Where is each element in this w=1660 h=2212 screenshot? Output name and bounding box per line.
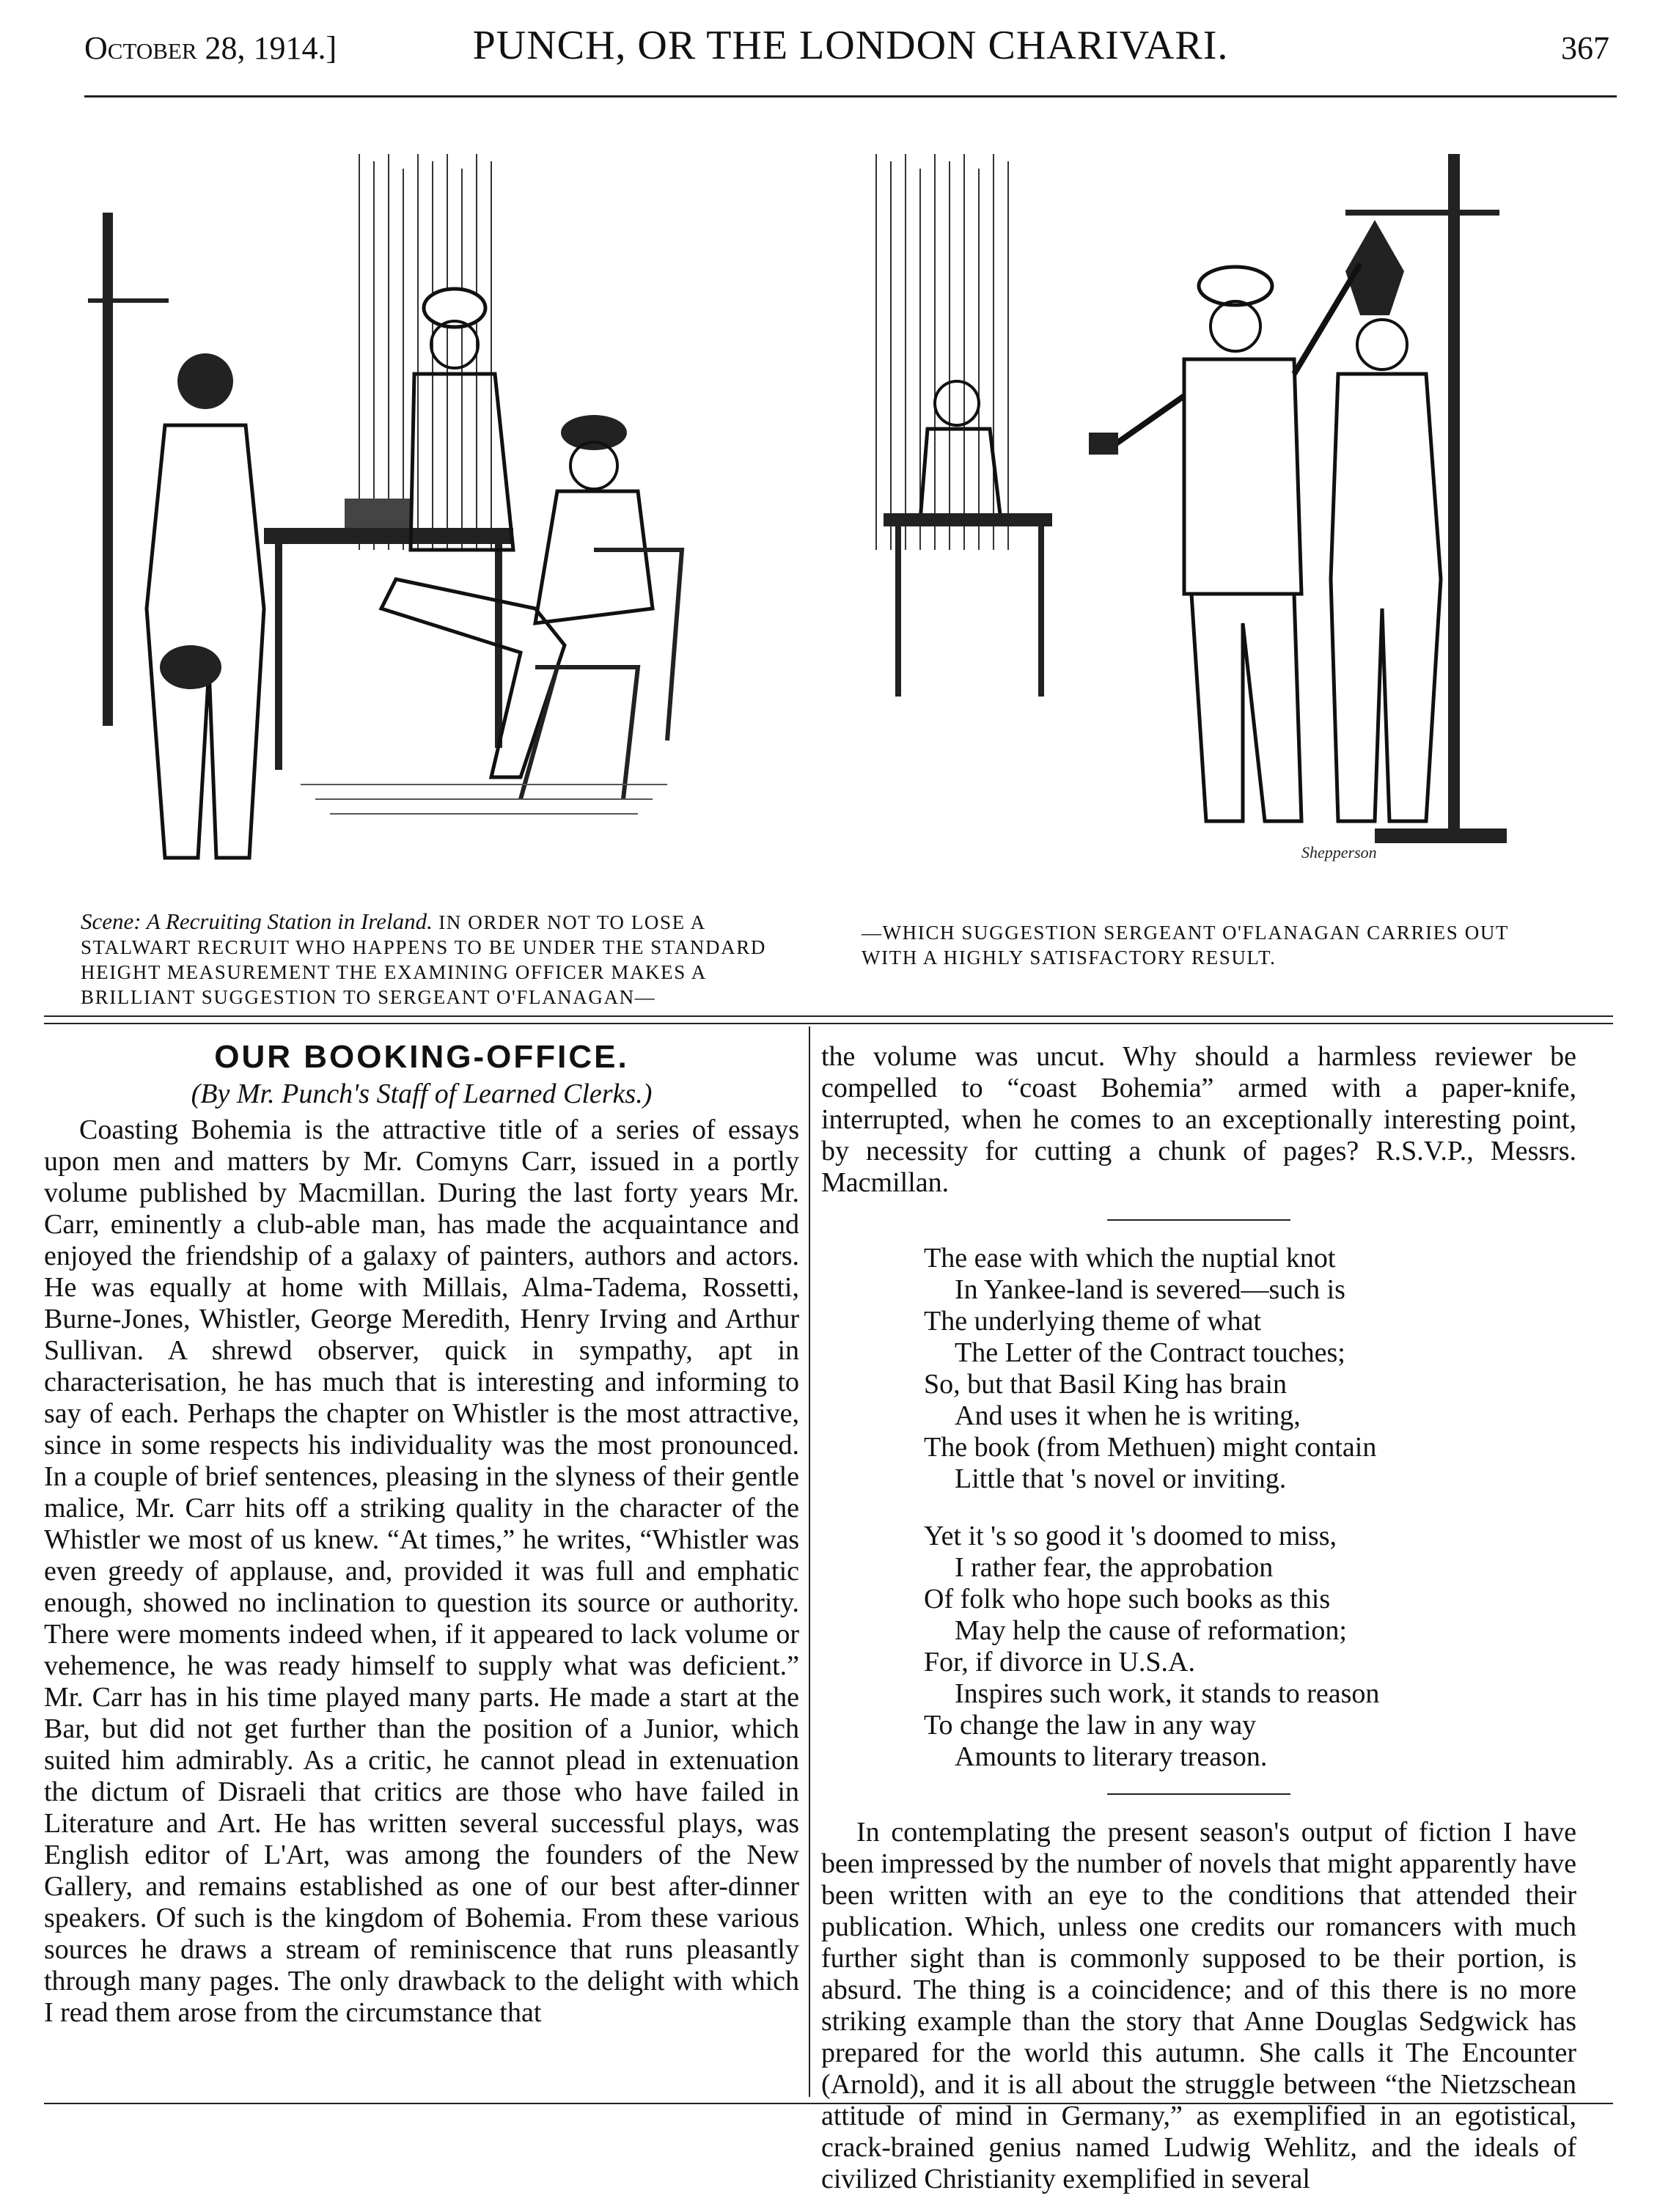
section-separator: [44, 1015, 1613, 1017]
poem-line: In Yankee-land is severed—such is: [955, 1274, 1345, 1305]
poem-line: Amounts to literary treason.: [955, 1741, 1268, 1772]
poem-line: Of folk who hope such books as this: [924, 1584, 1331, 1614]
paragraph-continued: the volume was uncut. Why should a harmless reviewer be compelled to “coast Bohemia” armed with a paper-knife, interrupted, when he comes to an exceptionally interesting point, by necessity for cutting a chunk of pages? R.S.V.P., Messrs. Macmillan.: [821, 1041, 1576, 1198]
column-divider: [809, 1026, 810, 2097]
stanza-gap: [924, 1495, 1576, 1521]
poem-line: May help the cause of reformation;: [955, 1615, 1347, 1646]
paragraph-fiction: In contemplating the present season's output of fiction I have been impressed by the number of novels that might apparently have been written with an eye to the conditions that attended their publication. Which, unless one credits our romancers with much further sight than is commonly supposed to be their portion, is absurd. The thing is a coincidence; and of this there is no more striking example than the story that Anne Douglas Sedgwick has prepared for the world this autumn. She calls it The Encounter (Arnold), and it is all about the struggle between “the Nietzschean attitude of mind in Germany,” as exemplified in an egotistical, crack-brained genius named Ludwig Wehlitz, and the ideals of civilized Christianity exemplified in several: [821, 1817, 1576, 2194]
header-rule: [84, 95, 1617, 98]
poem-line: Yet it 's so good it 's doomed to miss,: [924, 1521, 1337, 1551]
poem-line: So, but that Basil King has brain: [924, 1369, 1288, 1400]
poem: [924, 1243, 1576, 1773]
poem-line: Little that 's novel or inviting.: [955, 1463, 1287, 1494]
article-title: OUR BOOKING-OFFICE.: [214, 1039, 629, 1075]
caption-scene: Scene: A Recruiting Station in Ireland.: [81, 908, 433, 934]
page-number: 367: [1561, 30, 1609, 66]
poem-line: The book (from Methuen) might contain: [924, 1432, 1377, 1463]
artist-signature: Shepperson: [1301, 843, 1377, 861]
poem-line: I rather fear, the approbation: [955, 1552, 1274, 1583]
cartoon-right-caption: —WHICH SUGGESTION SERGEANT O'FLANAGAN CARRIES OUT WITH A HIGHLY SATISFACTORY RESULT.: [862, 922, 1509, 969]
article-column-right: [821, 1041, 1576, 2195]
cartoon-left: [81, 139, 785, 880]
section-separator-2: [44, 1023, 1613, 1024]
cartoon-right-drawing: [862, 139, 1565, 872]
article-byline: (By Mr. Punch's Staff of Learned Clerks.): [191, 1079, 653, 1109]
caption-text: IN ORDER NOT TO LOSE A STALWART RECRUIT WHO HAPPENS TO BE UNDER THE STANDARD HEIGHT MEASUREMENT THE EXAMINING OFFICER MAKES A BRILLIANT SUGGESTION TO SERGEANT O'FLANAGAN—: [81, 911, 766, 1008]
poem-line: And uses it when he is writing,: [955, 1400, 1301, 1431]
poem-line: The Letter of the Contract touches;: [955, 1337, 1345, 1368]
paragraph-coasting-bohemia: Coasting Bohemia is the attractive title of a series of essays upon men and matters by Mr. Comyns Carr, issued in a portly volume published by Macmillan. During the last forty years Mr. Carr, eminently a club-able man, has made the acquaintance and enjoyed the friendship of a galaxy of painters, authors and actors. He was equally at home with Millais, Alma-Tadema, Rossetti, Burne-Jones, Whistler, George Meredith, Henry Irving and Arthur Sullivan. A shrewd observer, quick in sympathy, apt in characterisation, he has much that is interesting and informing to say of each. Perhaps the chapter on Whistler is the most attractive, since in some respects his individuality was the most pronounced. In a couple of brief sentences, pleasing in the slyness of their gentle malice, Mr. Carr hits off a striking quality in the character of the Whistler we most of us knew. “At times,” he writes, “Whistler was even greedy of applause, and, provided it was full and emphatic enough, showed no inclination to question its source or authority. There were moments indeed when, if it appeared to lack volume or vehemence, he was ready himself to supply what was deficient.” Mr. Carr has in his time played many parts. He made a start at the Bar, but did not get further than the position of a Junior, which suited him admirably. As a critic, he cannot plead in extenuation the dictum of Disraeli that critics are those who have failed in Literature and Art. He has written several successful plays, was English editor of L'Art, was among the founders of the New Gallery, and remains established as one of our best after-dinner speakers. Of such is the kingdom of Bohemia. From these various sources he draws a stream of reminiscence that runs pleasantly through many pages. The only drawback to the delight with which I read them arose from the circumstance that: [44, 1114, 799, 2028]
poem-line: The underlying theme of what: [924, 1306, 1262, 1337]
cartoon-left-drawing: [81, 139, 785, 880]
page-header: [84, 22, 1617, 88]
poem-line: Inspires such work, it stands to reason: [955, 1678, 1380, 1709]
issue-date: October 28, 1914.]: [84, 30, 337, 66]
masthead-title: PUNCH, OR THE LONDON CHARIVARI.: [472, 23, 1229, 68]
section-rule-1: [1107, 1219, 1290, 1221]
article-column-left: [44, 1041, 799, 2029]
cartoon-right: [862, 139, 1565, 872]
poem-line: To change the law in any way: [924, 1710, 1257, 1741]
cartoon-left-caption: [81, 909, 785, 1010]
poem-line: The ease with which the nuptial knot: [924, 1243, 1336, 1274]
section-rule-2: [1107, 1793, 1290, 1795]
poem-line: For, if divorce in U.S.A.: [924, 1647, 1195, 1678]
bottom-rule: [44, 2103, 1613, 2104]
